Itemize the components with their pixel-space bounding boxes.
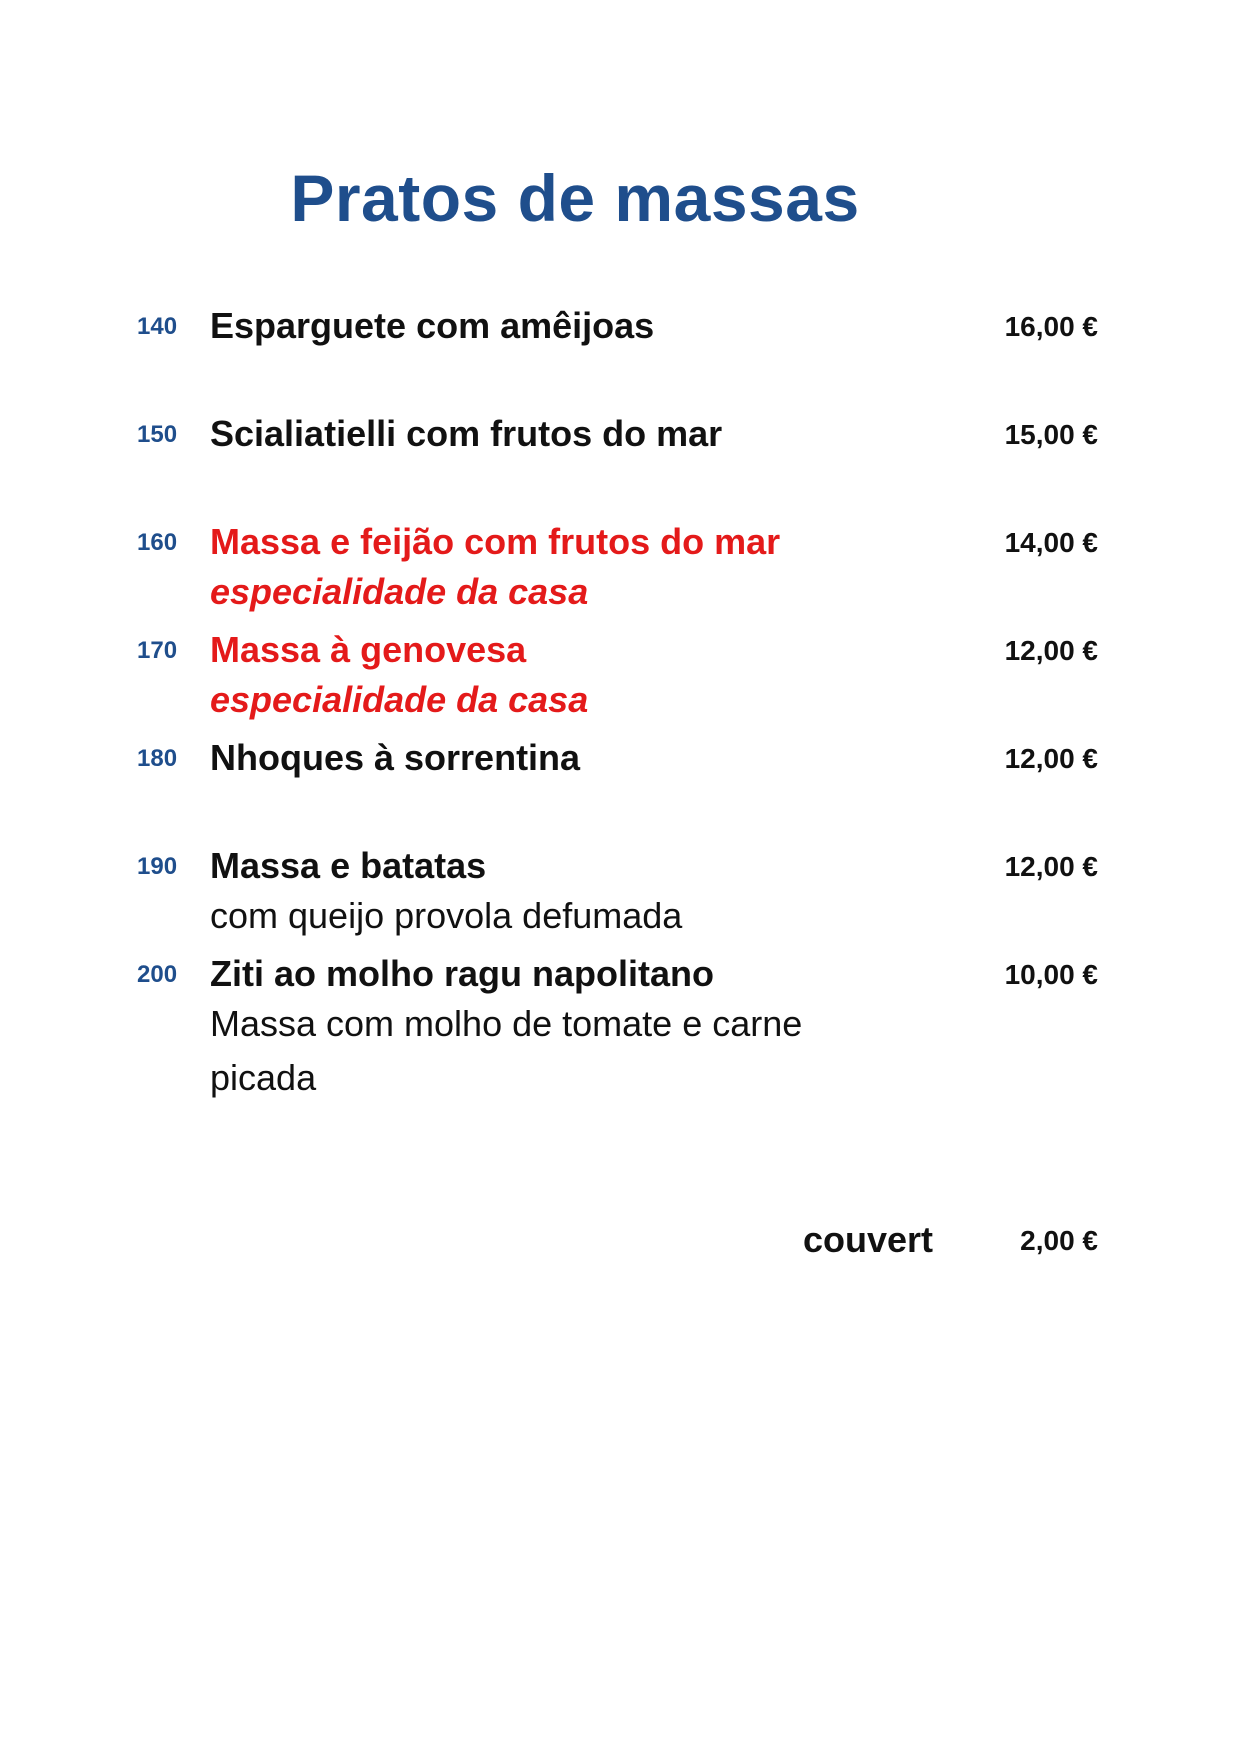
description-text: Massa com molho de tomate e carne [210,1003,803,1044]
spacer [0,786,1241,840]
description-text: com queijo provola defumada [210,895,683,936]
item-price: 12,00 € [1004,743,1098,774]
menu-item [0,948,1241,1110]
menu-item-special [0,624,1241,732]
item-name: Nhoques à sorrentina [210,737,581,778]
couvert-label: couvert [803,1219,934,1260]
item-number: 200 [137,961,178,988]
menu-item-row [0,624,1241,678]
item-name: Massa e feijão com frutos do mar [210,521,781,562]
menu-item [0,732,1241,786]
item-description [210,1056,1241,1110]
specialty-note: especialidade da casa [210,571,589,612]
menu-item [0,408,1241,462]
description-text: picada [210,1057,317,1098]
menu-item-row [0,732,1241,786]
item-number: 180 [137,745,178,772]
item-price: 15,00 € [1004,419,1098,450]
item-description [210,1002,1241,1056]
spacer [0,462,1241,516]
menu-item-special [0,516,1241,624]
item-price: 12,00 € [1004,635,1098,666]
item-description [210,894,1241,948]
specialty-note: especialidade da casa [210,679,589,720]
item-number: 160 [137,529,178,556]
couvert-price: 2,00 € [1020,1225,1098,1256]
item-name: Massa à genovesa [210,629,527,670]
item-number: 140 [137,313,178,340]
menu-list [0,300,1241,1110]
item-name: Esparguete com amêijoas [210,305,655,346]
page-title: Pratos de massas [290,161,860,235]
item-price: 14,00 € [1004,527,1098,558]
spacer [0,354,1241,408]
menu-item-row [0,840,1241,894]
item-name: Massa e batatas [210,845,487,886]
menu-item [0,300,1241,354]
item-number: 190 [137,853,178,880]
menu-item-row [0,516,1241,570]
item-price: 16,00 € [1004,311,1098,342]
menu-item [0,840,1241,948]
item-price: 10,00 € [1004,959,1098,990]
menu-item-row [0,300,1241,354]
item-note [210,570,1241,624]
menu-item-row [0,948,1241,1002]
couvert-row [0,1218,1241,1268]
item-name: Ziti ao molho ragu napolitano [210,953,714,994]
item-note [210,678,1241,732]
item-number: 170 [137,637,178,664]
item-price: 12,00 € [1004,851,1098,882]
item-number: 150 [137,421,178,448]
menu-item-row [0,408,1241,462]
item-name: Scialiatielli com frutos do mar [210,413,723,454]
